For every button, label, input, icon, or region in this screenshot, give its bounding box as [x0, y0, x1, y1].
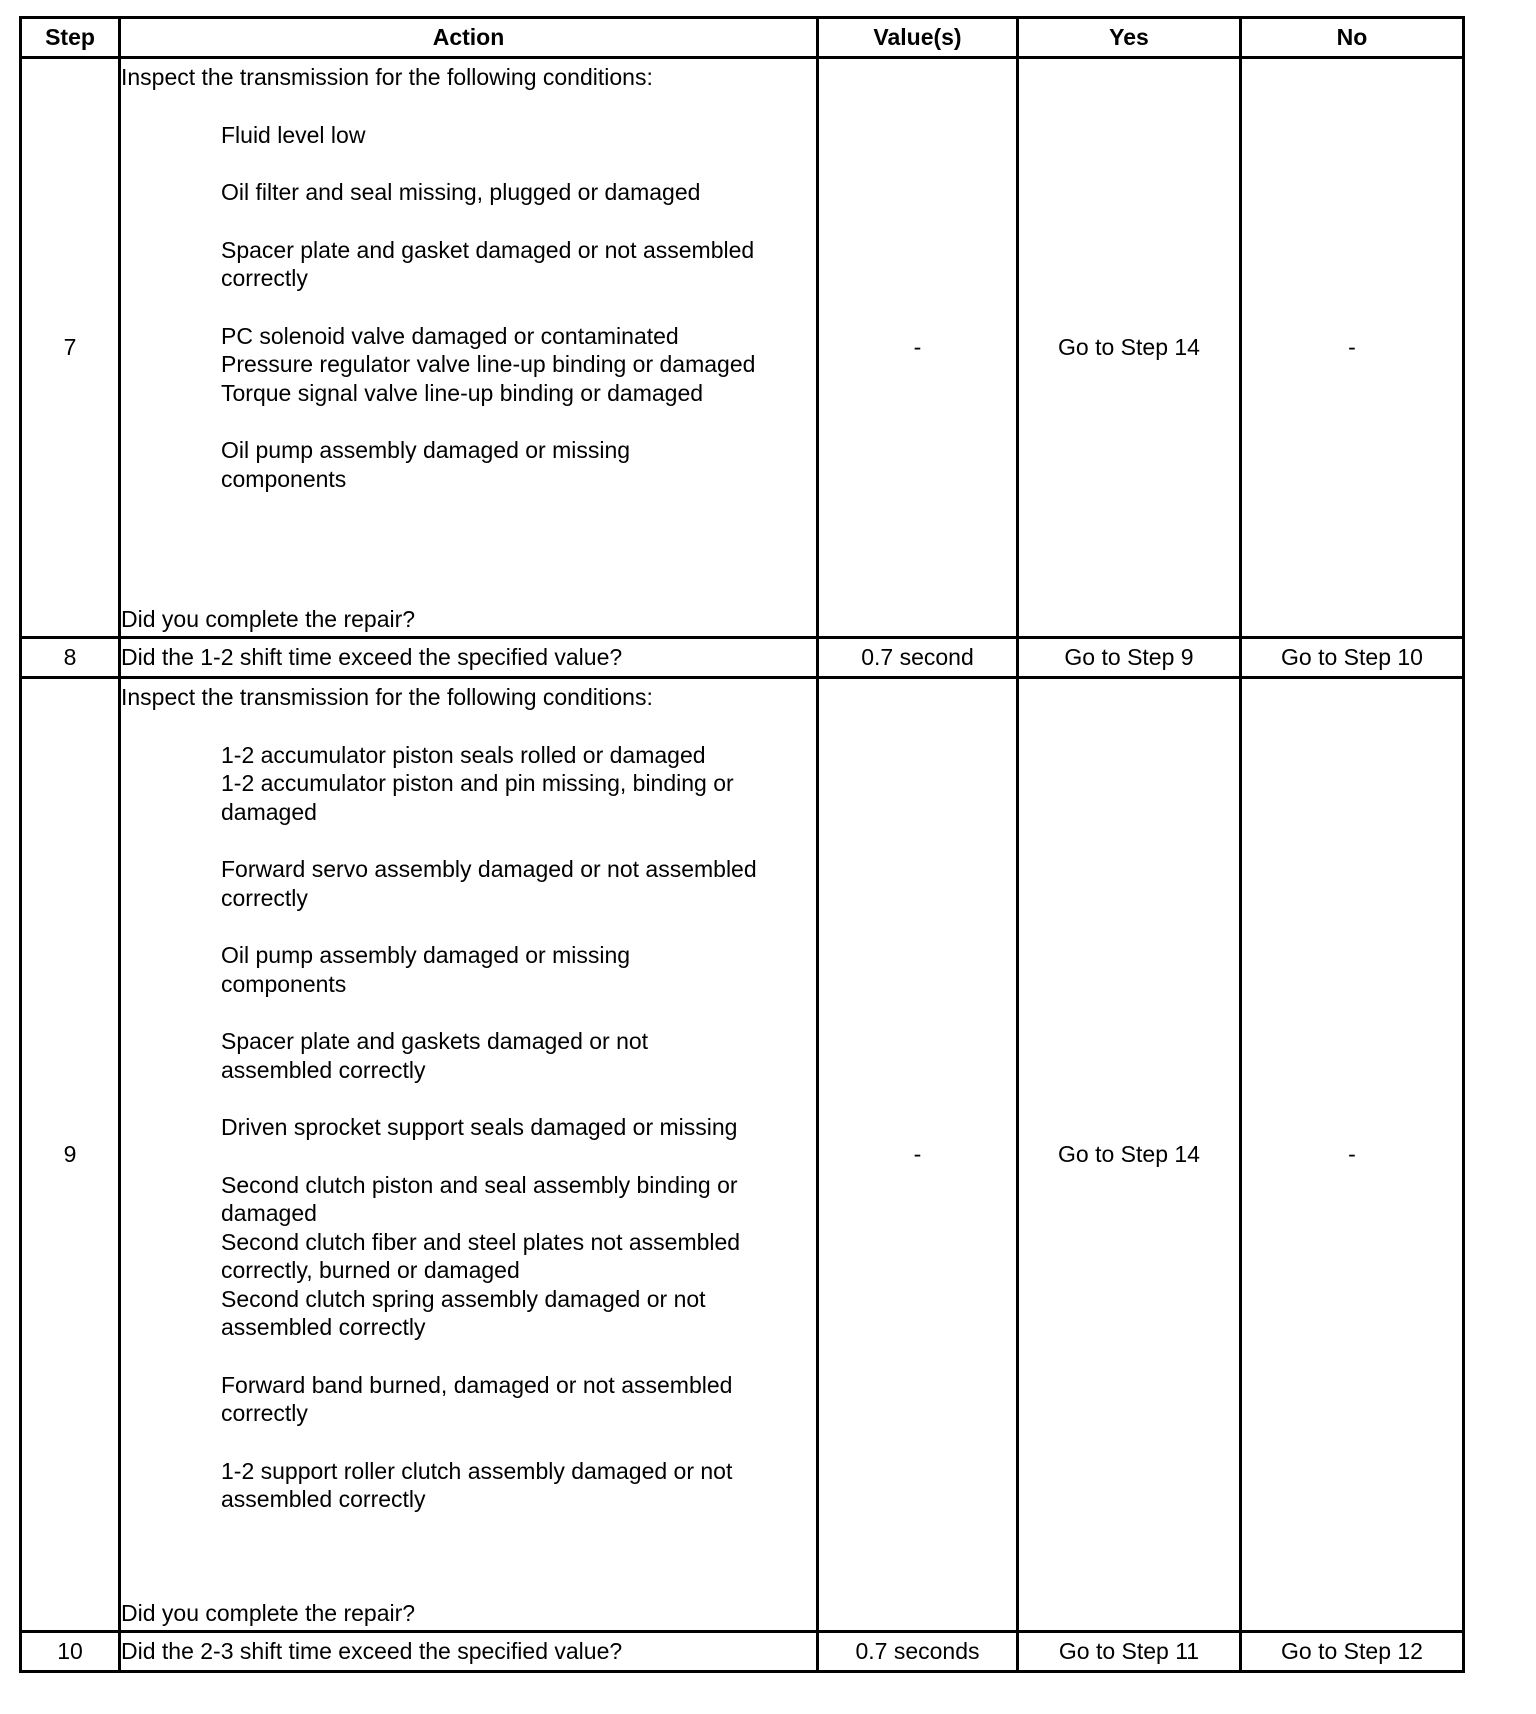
diagnostic-table [19, 16, 1465, 1673]
action-question: Did you complete the repair? [121, 1599, 416, 1626]
condition-line: assembled correctly [221, 1486, 426, 1512]
header-yes: Yes [1018, 18, 1241, 58]
condition-line: Second clutch spring assembly damaged or not [221, 1285, 706, 1312]
step-cell: 8 [21, 638, 120, 678]
condition-line: Oil filter and seal missing, plugged or damaged [221, 179, 701, 205]
header-values: Value(s) [818, 18, 1018, 58]
header-step: Step [21, 18, 120, 58]
condition-line: assembled correctly [221, 1314, 426, 1340]
condition-group [221, 1371, 816, 1428]
condition-line: components [221, 465, 347, 492]
condition-group [221, 1457, 816, 1514]
step-cell: 10 [21, 1632, 120, 1672]
condition-group [221, 1171, 816, 1342]
action-question: Did you complete the repair? [121, 605, 416, 632]
condition-group [221, 855, 816, 912]
condition-group [221, 436, 816, 493]
no-cell: - [1241, 58, 1464, 638]
action-cell [120, 678, 818, 1632]
table-row-step-7 [21, 58, 1464, 638]
yes-cell: Go to Step 11 [1018, 1632, 1241, 1672]
value-cell: - [818, 678, 1018, 1632]
header-action: Action [120, 18, 818, 58]
condition-line: 1-2 support roller clutch assembly damaged or not [221, 1457, 733, 1484]
condition-line: Forward servo assembly damaged or not assembled [221, 856, 757, 882]
condition-line: Second clutch fiber and steel plates not assembled [221, 1228, 741, 1255]
condition-group [221, 1027, 816, 1084]
condition-line: correctly [221, 884, 308, 911]
action-cell: Did the 2-3 shift time exceed the specified value? [120, 1632, 818, 1672]
yes-cell: Go to Step 9 [1018, 638, 1241, 678]
yes-cell: Go to Step 14 [1018, 58, 1241, 638]
value-cell: 0.7 second [818, 638, 1018, 678]
header-no: No [1241, 18, 1464, 58]
condition-group [221, 741, 816, 827]
condition-line: Fluid level low [221, 121, 366, 148]
condition-group [221, 322, 816, 408]
condition-line: Driven sprocket support seals damaged or missing [221, 1114, 738, 1140]
no-cell: Go to Step 10 [1241, 638, 1464, 678]
condition-line: damaged [221, 798, 317, 825]
action-cell: Did the 1-2 shift time exceed the specified value? [120, 638, 818, 678]
condition-line: Spacer plate and gaskets damaged or not [221, 1028, 649, 1054]
yes-cell: Go to Step 14 [1018, 678, 1241, 1632]
condition-line: correctly [221, 265, 308, 291]
condition-group [221, 941, 816, 998]
table-row-step-8 [21, 638, 1464, 678]
condition-group [221, 1113, 816, 1142]
action-intro: Inspect the transmission for the following conditions: [121, 63, 653, 90]
action-cell [120, 58, 818, 638]
value-cell: 0.7 seconds [818, 1632, 1018, 1672]
step-cell: 9 [21, 678, 120, 1632]
condition-line: PC solenoid valve damaged or contaminated [221, 322, 679, 349]
value-cell: - [818, 58, 1018, 638]
condition-line: assembled correctly [221, 1056, 426, 1083]
step-cell: 7 [21, 58, 120, 638]
no-cell: Go to Step 12 [1241, 1632, 1464, 1672]
condition-group [221, 121, 816, 150]
diagnostic-table-container [19, 16, 1462, 1673]
condition-line: 1-2 accumulator piston and pin missing, binding or [221, 770, 734, 796]
condition-line: components [221, 970, 347, 997]
table-row-step-9 [21, 678, 1464, 1632]
no-cell: - [1241, 678, 1464, 1632]
condition-list [121, 121, 816, 494]
condition-line: Torque signal valve line-up binding or damaged [221, 379, 704, 406]
condition-line: Pressure regulator valve line-up binding or damaged [221, 351, 756, 377]
condition-line: Forward band burned, damaged or not assembled [221, 1371, 733, 1398]
header-row [21, 18, 1464, 58]
condition-line: 1-2 accumulator piston seals rolled or damaged [221, 741, 706, 768]
condition-group [221, 178, 816, 207]
condition-group [221, 236, 816, 293]
table-row-step-10 [21, 1632, 1464, 1672]
condition-line: Spacer plate and gasket damaged or not assembled [221, 236, 755, 263]
action-intro: Inspect the transmission for the following conditions: [121, 683, 653, 710]
condition-list [121, 741, 816, 1514]
condition-line: correctly, burned or damaged [221, 1257, 520, 1283]
condition-line: correctly [221, 1400, 308, 1426]
condition-line: Oil pump assembly damaged or missing [221, 942, 631, 968]
condition-line: Oil pump assembly damaged or missing [221, 437, 631, 463]
condition-line: damaged [221, 1200, 317, 1226]
condition-line: Second clutch piston and seal assembly binding or [221, 1171, 738, 1198]
